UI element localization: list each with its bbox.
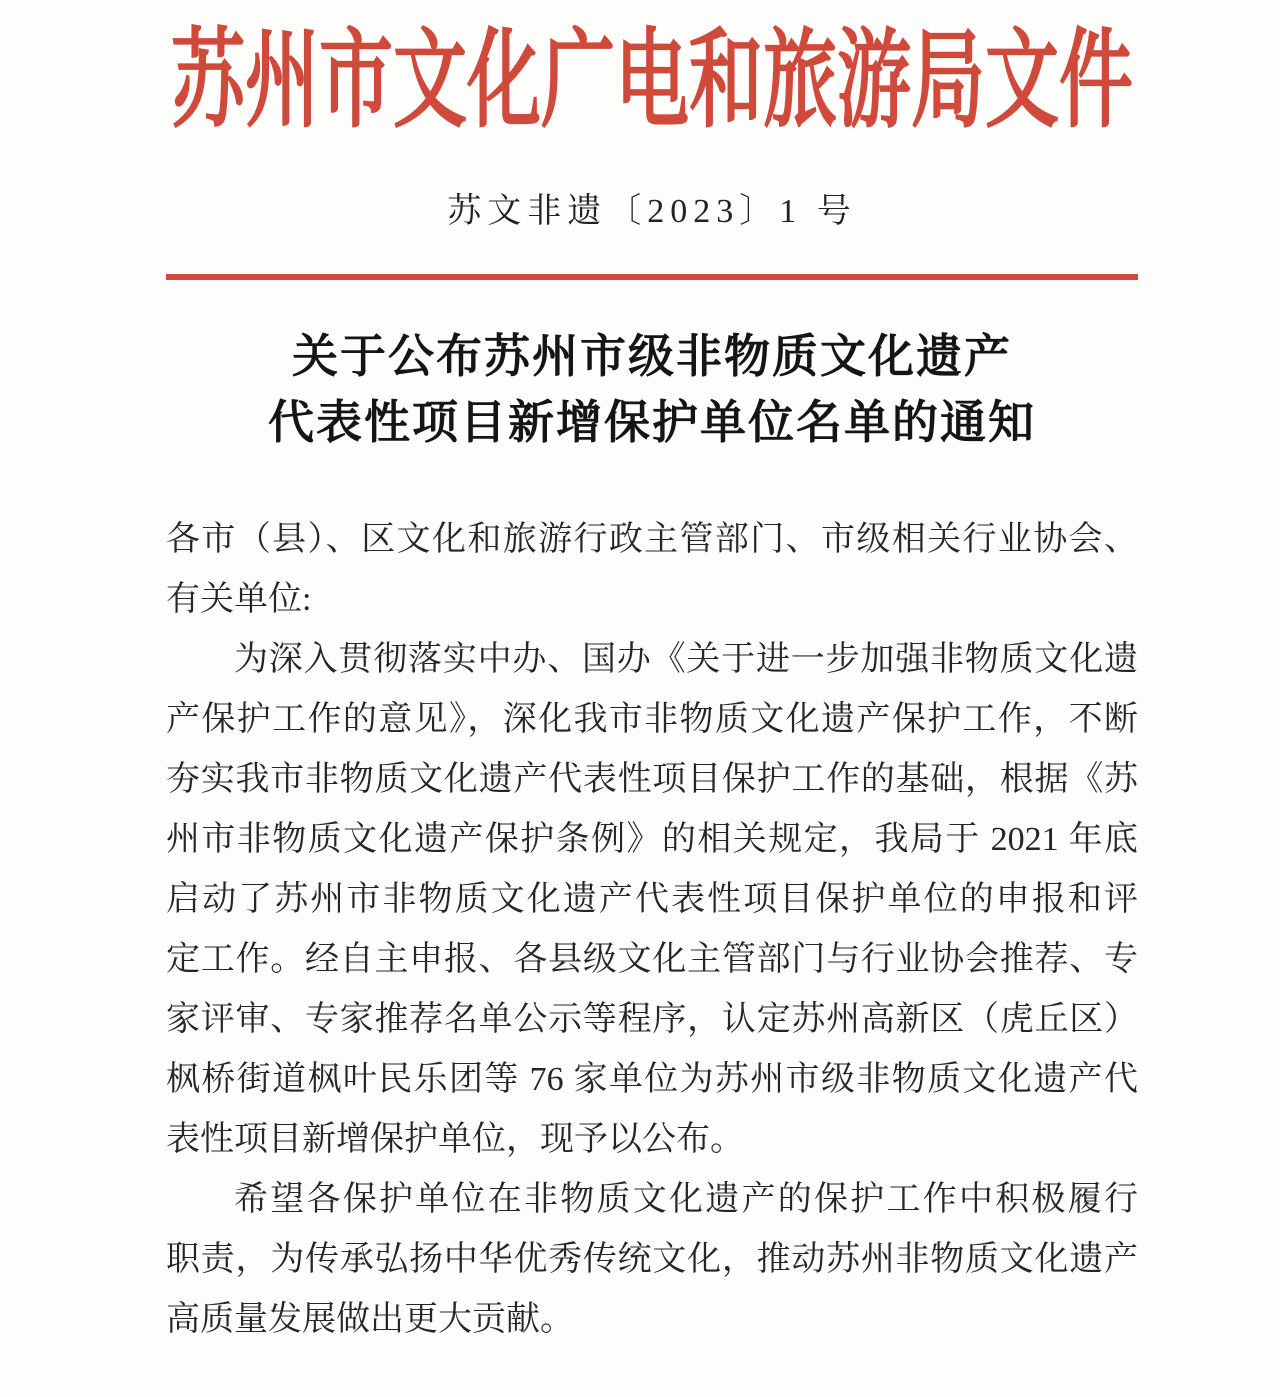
body-line: 定工作。经自主申报、各县级文化主管部门与行业协会推荐、专: [166, 941, 1138, 978]
document-number: 苏文非遗〔2023〕1 号: [447, 193, 857, 230]
body-line: 职责，为传承弘扬中华优秀传统文化，推动苏州非物质文化遗产: [166, 1241, 1138, 1278]
body-line: 夯实我市非物质文化遗产代表性项目保护工作的基础，根据《苏: [166, 761, 1138, 798]
body-line: 产保护工作的意见》，深化我市非物质文化遗产保护工作，不断: [166, 701, 1138, 738]
body-line: 各市（县）、区文化和旅游行政主管部门、市级相关行业协会、: [166, 521, 1138, 558]
document-column: [166, 0, 1138, 1350]
letterhead-title: 苏州市文化广电和旅游局文件: [171, 22, 1133, 142]
body-line: 希望各保护单位在非物质文化遗产的保护工作中积极履行: [234, 1181, 1138, 1218]
notice-title: [166, 324, 1138, 456]
red-divider-line: [166, 274, 1138, 280]
body-line: 表性项目新增保护单位，现予以公布。: [166, 1121, 744, 1158]
notice-body: [166, 510, 1138, 1350]
body-line: 枫桥街道枫叶民乐团等 76 家单位为苏州市级非物质文化遗产代: [166, 1061, 1138, 1098]
body-line: 州市非物质文化遗产保护条例》的相关规定，我局于 2021 年底: [166, 821, 1138, 858]
body-line: 有关单位:: [166, 581, 312, 618]
notice-title-line2: 代表性项目新增保护单位名单的通知: [268, 397, 1036, 448]
body-line: 家评审、专家推荐名单公示等程序，认定苏州高新区（虎丘区）: [166, 1001, 1138, 1038]
notice-title-line1: 关于公布苏州市级非物质文化遗产: [292, 331, 1012, 382]
body-line: 启动了苏州市非物质文化遗产代表性项目保护单位的申报和评: [166, 881, 1138, 918]
body-line: 为深入贯彻落实中办、国办《关于进一步加强非物质文化遗: [234, 641, 1138, 678]
body-line: 高质量发展做出更大贡献。: [166, 1301, 574, 1338]
